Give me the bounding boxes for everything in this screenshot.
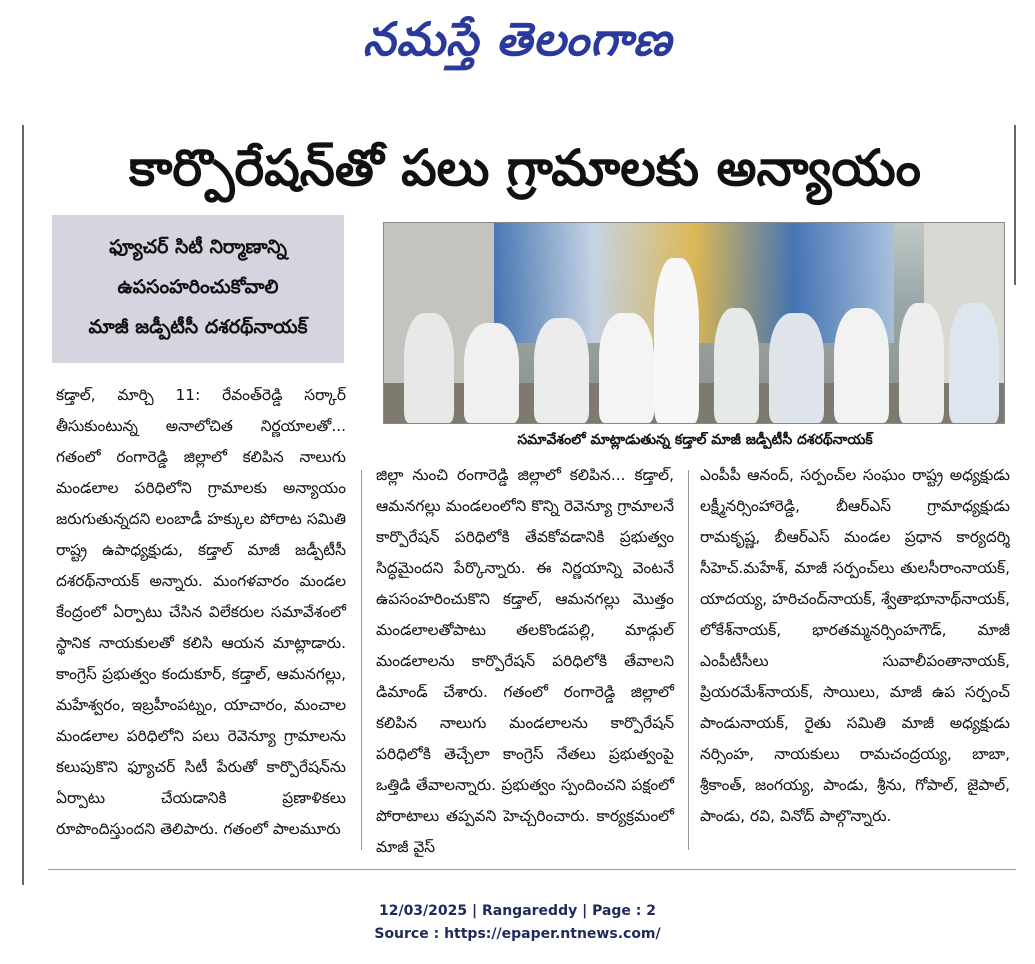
subhead-line: ఫ్యూచర్ సిటీ నిర్మాణాన్ని xyxy=(109,236,287,258)
photo-person xyxy=(949,303,999,423)
subhead-box xyxy=(52,215,344,363)
footer-source-link[interactable]: Source : https://epaper.ntnews.com/ xyxy=(374,926,661,942)
photo-person xyxy=(404,313,454,423)
clip-border-bottom xyxy=(48,869,1016,870)
news-photo xyxy=(383,222,1005,424)
footer-date-page: 12/03/2025 | Rangareddy | Page : 2 xyxy=(378,903,657,919)
photo-person xyxy=(464,323,519,423)
photo-person xyxy=(534,318,589,423)
subhead-line: ఉపసంహరించుకోవాలి xyxy=(117,276,279,298)
photo-person xyxy=(599,313,654,423)
photo-caption: సమావేశంలో మాట్లాడుతున్న కడ్తాల్ మాజీ జడ్పీటీసీ దశరథ్‌నాయక్ xyxy=(517,432,873,448)
article-column-2: జిల్లా నుంచి రంగారెడ్డి జిల్లాలో కలిపిన... కడ్తాల్, ఆమనగల్లు మండలంలోని కొన్ని రెవెన్యూ గ్రామాలనే కార్పొరేషన్ పరిధిలోకి తేవకోవడానికి ప్రభుత్వం సిద్ధమైందని పేర్కొన్నారు. ఈ నిర్ణయాన్ని వెంటనే ఉపసంహరించుకొని కడ్తాల్, ఆమనగల్లు మొత్తం మండలాలతోపాటు తలకొండపల్లి, మాడ్గుల్ మండలాలను కార్పొరేషన్ పరిధిలోకి తేవాలని డిమాండ్ చేశారు. గతంలో రంగారెడ్డి జిల్లాలో కలిపిన నాలుగు మండలాలను కార్పొరేషన్ పరిధిలోకి తెచ్చేలా కాంగ్రెస్ నేతలు ప్రభుత్వంపై ఒత్తిడి తేవాలన్నారు. ప్రభుత్వం స్పందించని పక్షంలో పోరాటాలు తప్పవని హెచ్చరించారు. కార్యక్రమంలో మాజీ వైస్ xyxy=(376,466,674,856)
clip-border-left xyxy=(22,125,24,885)
photo-person xyxy=(654,258,699,423)
article-column-1: కడ్తాల్, మార్చి 11: రేవంత్‌రెడ్డి సర్కార్ తీసుకుంటున్న అనాలోచిత నిర్ణయాలతో... గతంలో రంగారెడ్డి జిల్లాలో కలిపిన నాలుగు మండలాల పరిధిలోని గ్రామాలకు అన్యాయం జరుగుతున్నదని లంబాడీ హక్కుల పోరాట సమితి రాష్ట్ర ఉపాధ్యక్షుడు, కడ్తాల్ మాజీ జడ్పీటీసీ దశరథ్‌నాయక్ అన్నారు. మంగళవారం మండల కేంద్రంలో ఏర్పాటు చేసిన విలేకరుల సమావేశంలో స్థానిక నాయకులతో కలిసి ఆయన మాట్లాడారు. కాంగ్రెస్ ప్రభుత్వం కందుకూర్, కడ్తాల్, ఆమనగల్లు, మహేశ్వరం, ఇబ్రహీంపట్నం, యాచారం, మంచాల మండలాల పరిధిలోని పలు రెవెన్యూ గ్రామాలను కలుపుకొని ఫ్యూచర్ సిటీ పేరుతో కార్పొరేషన్‌ను ఏర్పాటు చేయడానికి ప్రణాళికలు రూపొందిస్తుందని తెలిపారు. గతంలో పాలమూరు xyxy=(56,386,346,838)
photo-person xyxy=(714,308,759,423)
subhead-line: మాజీ జడ్పీటీసీ దశరథ్‌నాయక్ xyxy=(88,316,308,338)
masthead xyxy=(0,0,1035,90)
article-headline: కార్పొరేషన్‌తో పలు గ్రామాలకు అన్యాయం xyxy=(128,139,922,197)
article-column-3: ఎంపీపీ ఆనంద్, సర్పంచ్‌ల సంఘం రాష్ట్ర అధ్యక్షుడు లక్ష్మీనర్సింహారెడ్డి, బీఆర్‌ఎస్ గ్రామాధ్యక్షుడు రామకృష్ణ, బీఆర్‌ఎస్ మండల ప్రధాన కార్యదర్శి సీహెచ్.మహేశ్, మాజీ సర్పంచ్‌లు తులసీరాంనాయక్, యాదయ్య, హరిచంద్‌నాయక్, శ్వేతాభూనాథ్‌నాయక్, లోకేశ్‌నాయక్, భారతమ్మనర్సింహగౌడ్, మాజీ ఎంపీటీసీలు సువాలీపంతానాయక్, ప్రియరమేశ్‌నాయక్, సాయిలు, మాజీ ఉప సర్పంచ్ పాండునాయక్, రైతు సమితి మాజీ అధ్యక్షుడు నర్సింహ, నాయకులు రామచంద్రయ్య, బాబా, శ్రీకాంత్, జంగయ్య, పాండు, శ్రీను, గోపాల్, జైపాల్, పాండు, రవి, వినోద్ పాల్గొన్నారు. xyxy=(700,466,1010,825)
photo-person xyxy=(834,308,889,423)
photo-person xyxy=(899,303,944,423)
photo-person xyxy=(769,313,824,423)
column-divider xyxy=(688,470,689,850)
clip-border-right xyxy=(1014,125,1016,285)
masthead-title: నమస్తే తెలంగాణ xyxy=(362,12,673,66)
column-divider xyxy=(361,470,362,850)
